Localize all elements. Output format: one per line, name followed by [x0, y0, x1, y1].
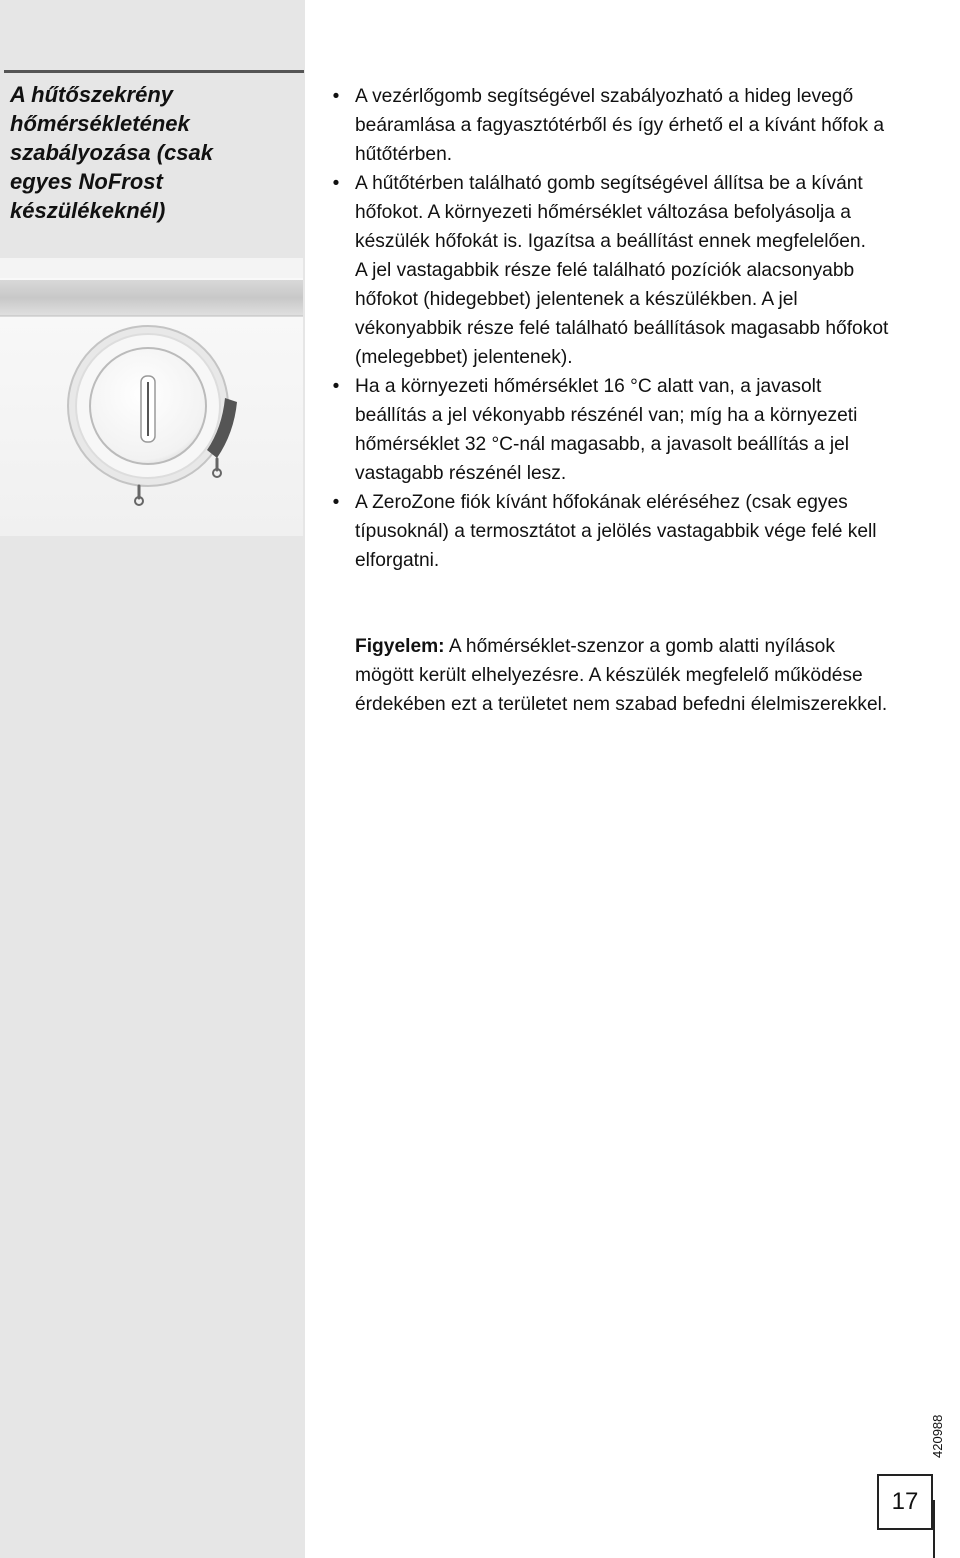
attention-note — [355, 632, 945, 719]
document-code: 420988 — [930, 1414, 945, 1458]
list-item-line: készülék hőfokát is. Igazítsa a beállítást ennek megfelelően. — [355, 231, 866, 252]
thermostat-illustration — [0, 258, 303, 536]
list-item-line: beállítás a jel vékonyabb részénél van; míg ha a környezeti — [355, 405, 858, 426]
list-item — [330, 82, 940, 169]
list-item-line: (melegebbet) jelentenek). — [355, 347, 573, 368]
list-item-line: beáramlása a fagyasztótérből és így érhető el a kívánt hőfok a — [355, 115, 885, 136]
note-label: Figyelem: — [355, 636, 445, 657]
note-line: mögött került elhelyezésre. A készülék megfelelő működése — [355, 665, 863, 686]
thermostat-knob-icon — [68, 326, 228, 486]
note-line: érdekében ezt a területet nem szabad befedni élelmiszerekkel. — [355, 694, 888, 715]
page-number: 17 — [877, 1474, 933, 1530]
section-title-line: hőmérsékletének — [10, 111, 190, 136]
list-item-line: A jel vastagabbik része felé található pozíciók alacsonyabb — [355, 260, 855, 281]
bullet-icon: • — [332, 86, 340, 107]
bullet-icon: • — [332, 492, 340, 513]
section-title-line: A hűtőszekrény — [10, 82, 174, 107]
list-item — [330, 372, 940, 488]
bullet-icon: • — [332, 376, 340, 397]
list-item-line: hőfokot. A környezeti hőmérséklet változása befolyásolja a — [355, 202, 851, 223]
bullet-icon: • — [332, 173, 340, 194]
section-title — [10, 80, 300, 225]
list-item-line: A vezérlőgomb segítségével szabályozható a hideg levegő — [355, 86, 854, 107]
page-number-rule — [933, 1500, 935, 1558]
list-item-line: vastagabb részénél lesz. — [355, 463, 567, 484]
list-item — [330, 488, 940, 575]
instruction-list — [330, 82, 940, 575]
list-item-line: hűtőtérben. — [355, 144, 453, 165]
list-item-line: típusoknál) a termosztátot a jelölés vastagabbik vége felé kell — [355, 521, 877, 542]
list-item — [330, 169, 940, 372]
list-item-line: elforgatni. — [355, 550, 440, 571]
list-item-line: A hűtőtérben található gomb segítségével állítsa be a kívánt — [355, 173, 863, 194]
list-item-line: vékonyabbik része felé található beállítások magasabb hőfokot — [355, 318, 889, 339]
sidebar — [0, 0, 305, 1558]
main-content — [330, 82, 940, 575]
section-title-line: készülékeknél) — [10, 198, 166, 223]
section-title-line: egyes NoFrost — [10, 169, 163, 194]
sidebar-rule — [4, 70, 304, 73]
section-title-line: szabályozása (csak — [10, 140, 214, 165]
note-line: A hőmérséklet-szenzor a gomb alatti nyílások — [444, 636, 835, 657]
list-item-line: Ha a környezeti hőmérséklet 16 °C alatt van, a javasolt — [355, 376, 822, 397]
list-item-line: hőmérséklet 32 °C-nál magasabb, a javasolt beállítás a jel — [355, 434, 850, 455]
list-item-line: hőfokot (hidegebbet) jelentenek a készülékben. A jel — [355, 289, 798, 310]
list-item-line: A ZeroZone fiók kívánt hőfokának eléréséhez (csak egyes — [355, 492, 848, 513]
